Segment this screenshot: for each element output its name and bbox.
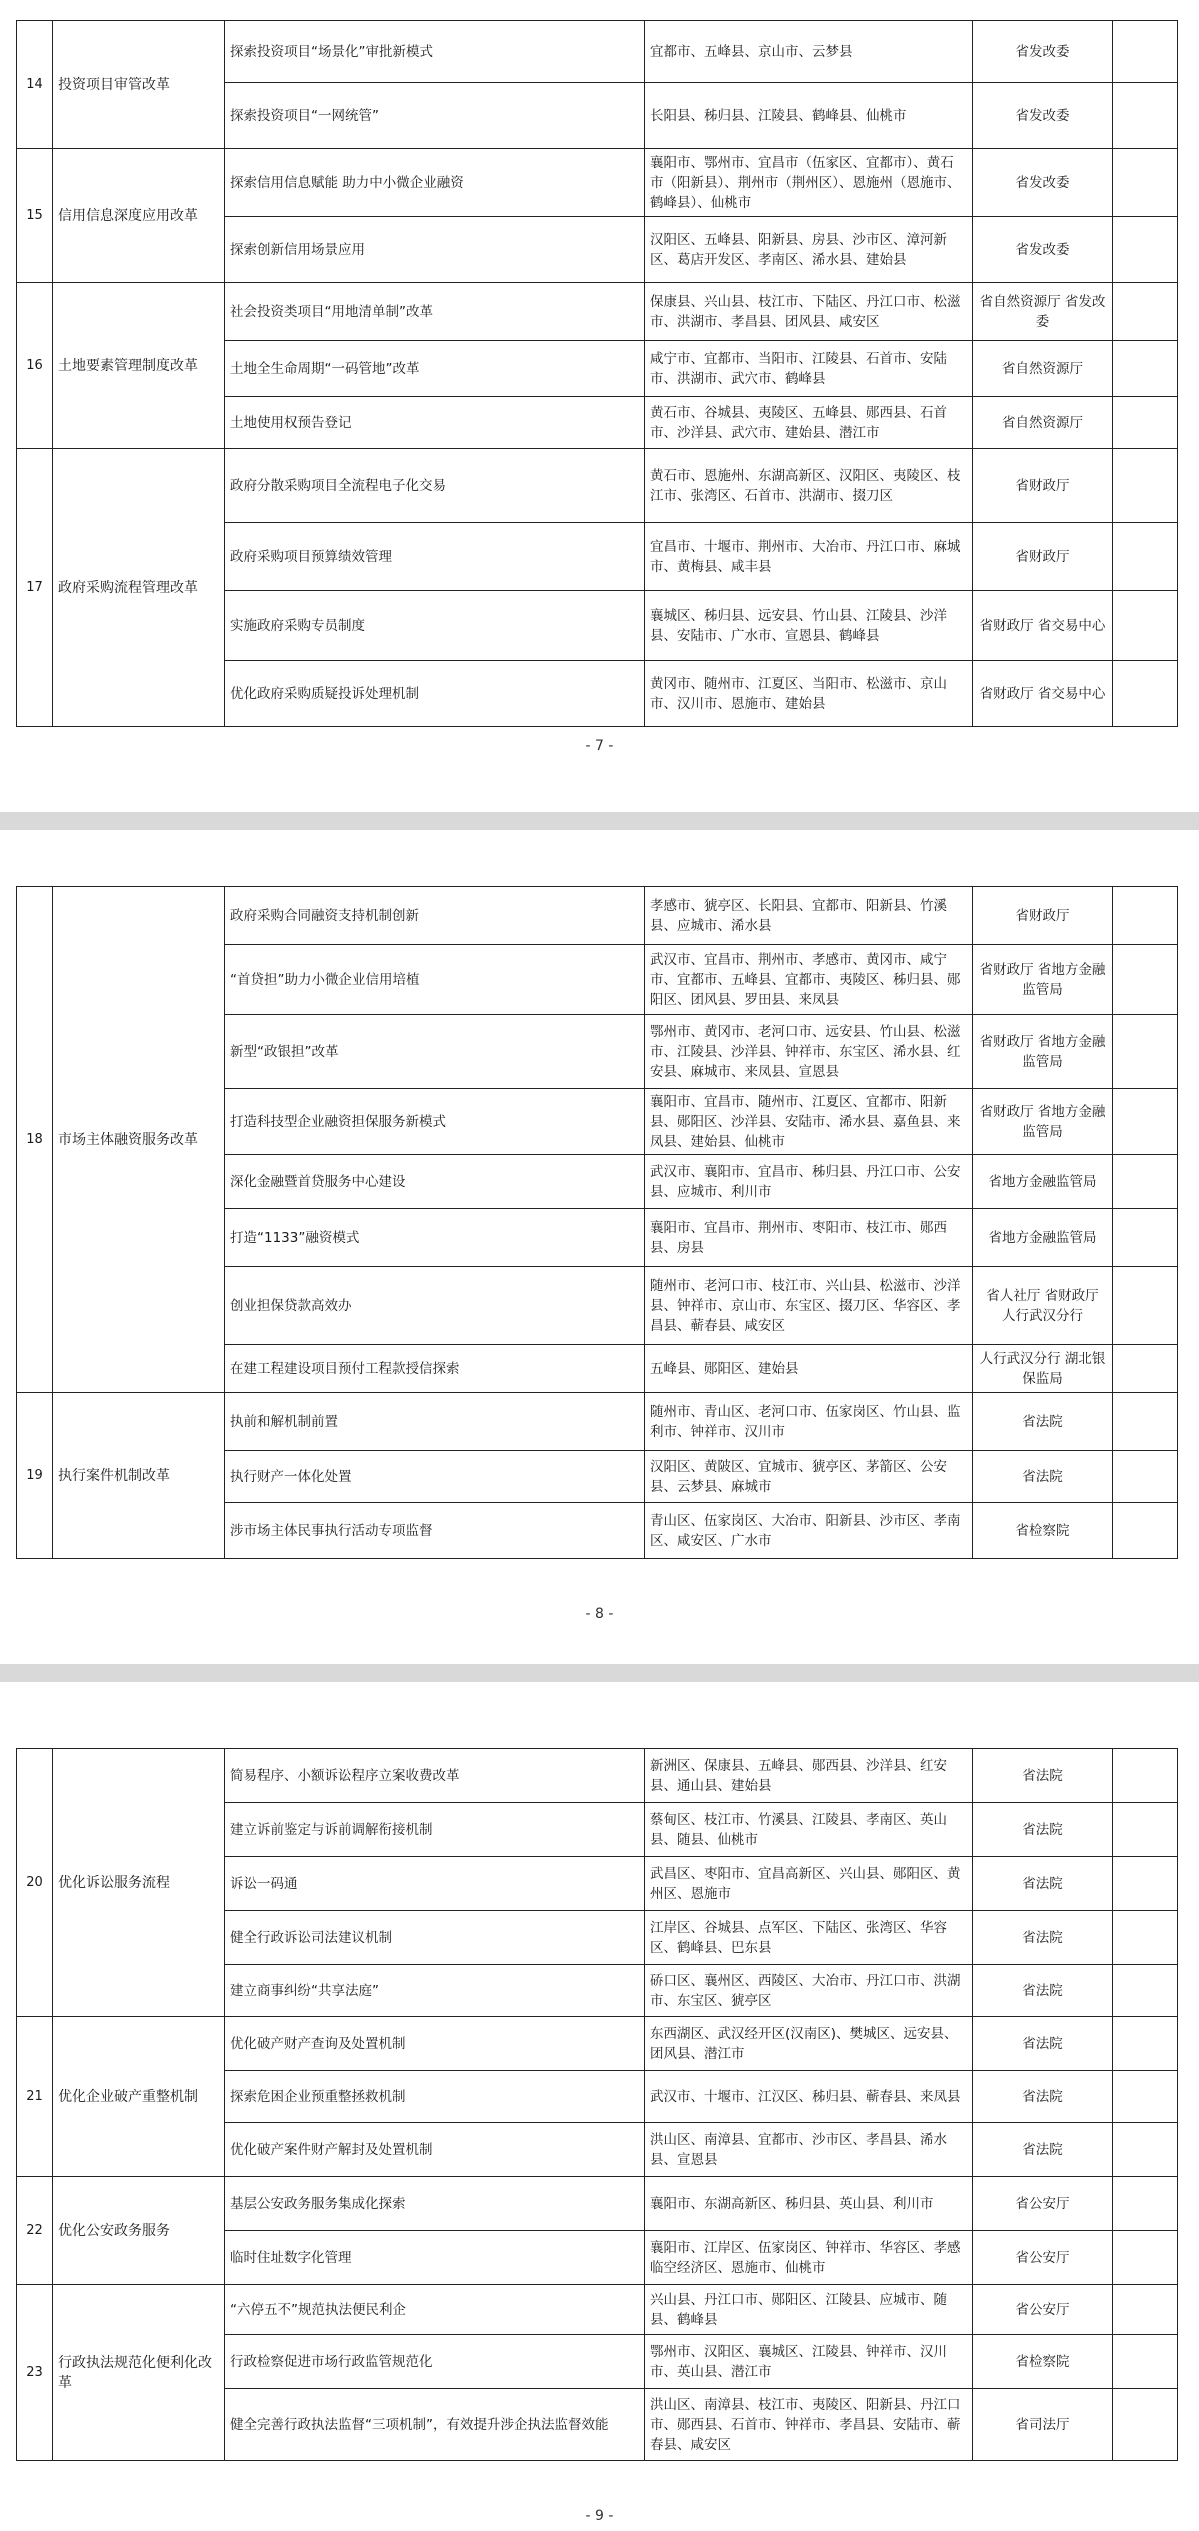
remarks-cell [1113, 1267, 1178, 1345]
reform-task: 在建工程建设项目预付工程款授信探索 [225, 1345, 645, 1393]
remarks-cell [1113, 1911, 1178, 1965]
lead-department: 省法院 [973, 2071, 1113, 2123]
reform-task: 探索危困企业预重整拯救机制 [225, 2071, 645, 2123]
remarks-cell [1113, 2123, 1178, 2177]
remarks-cell [1113, 1155, 1178, 1209]
lead-department: 省发改委 [973, 83, 1113, 149]
remarks-cell [1113, 1857, 1178, 1911]
pilot-areas: 武汉市、襄阳市、宜昌市、秭归县、丹江口市、公安县、应城市、利川市 [645, 1155, 973, 1209]
pilot-areas: 咸宁市、宜都市、当阳市、江陵县、石首市、安陆市、洪湖市、武穴市、鹤峰县 [645, 341, 973, 397]
table-row [17, 2285, 1178, 2335]
pilot-areas: 襄阳市、宜昌市、荆州市、枣阳市、枝江市、郧西县、房县 [645, 1209, 973, 1267]
lead-department: 省财政厅 [973, 523, 1113, 591]
remarks-cell [1113, 1089, 1178, 1155]
pilot-areas: 黄冈市、随州市、江夏区、当阳市、松滋市、京山市、汉川市、恩施市、建始县 [645, 661, 973, 727]
reform-task: 健全完善行政执法监督“三项机制”，有效提升涉企执法监督效能 [225, 2389, 645, 2461]
lead-department: 省法院 [973, 2123, 1113, 2177]
remarks-cell [1113, 1503, 1178, 1559]
reform-task: 简易程序、小额诉讼程序立案收费改革 [225, 1749, 645, 1803]
item-number: 17 [17, 449, 53, 727]
remarks-cell [1113, 83, 1178, 149]
pilot-areas: 武汉市、宜昌市、荆州市、孝感市、黄冈市、咸宁市、宜都市、五峰县、宜都市、夷陵区、秭归县、郧阳区、团风县、罗田县、来凤县 [645, 945, 973, 1015]
reform-name: 信用信息深度应用改革 [53, 149, 225, 283]
lead-department: 省法院 [973, 2017, 1113, 2071]
reform-table [16, 886, 1178, 1559]
remarks-cell [1113, 449, 1178, 523]
reform-task: 优化破产财产查询及处置机制 [225, 2017, 645, 2071]
reform-name: 土地要素管理制度改革 [53, 283, 225, 449]
item-number: 21 [17, 2017, 53, 2177]
remarks-cell [1113, 217, 1178, 283]
lead-department: 省法院 [973, 1393, 1113, 1451]
lead-department: 省法院 [973, 1451, 1113, 1503]
reform-name: 执行案件机制改革 [53, 1393, 225, 1559]
table-row [17, 2177, 1178, 2231]
pilot-areas: 蔡甸区、枝江市、竹溪县、江陵县、孝南区、英山县、随县、仙桃市 [645, 1803, 973, 1857]
remarks-cell [1113, 1803, 1178, 1857]
table-row [17, 1749, 1178, 1803]
reform-task: 打造“1133”融资模式 [225, 1209, 645, 1267]
reform-table [16, 20, 1178, 727]
reform-task: 优化政府采购质疑投诉处理机制 [225, 661, 645, 727]
item-number: 19 [17, 1393, 53, 1559]
pilot-areas: 五峰县、郧阳区、建始县 [645, 1345, 973, 1393]
pilot-areas: 宜都市、五峰县、京山市、云梦县 [645, 21, 973, 83]
page-gap [0, 812, 1199, 830]
reform-task: 健全行政诉讼司法建议机制 [225, 1911, 645, 1965]
pilot-areas: 洪山区、南漳县、枝江市、夷陵区、阳新县、丹江口市、郧西县、石首市、钟祥市、孝昌县、安陆市、蕲春县、咸安区 [645, 2389, 973, 2461]
pilot-areas: 汉阳区、黄陂区、宜城市、猇亭区、茅箭区、公安县、云梦县、麻城市 [645, 1451, 973, 1503]
remarks-cell [1113, 1015, 1178, 1089]
lead-department: 省财政厅 省交易中心 [973, 661, 1113, 727]
remarks-cell [1113, 1965, 1178, 2017]
table-row [17, 887, 1178, 945]
lead-department: 省自然资源厅 [973, 397, 1113, 449]
lead-department: 人行武汉分行 湖北银保监局 [973, 1345, 1113, 1393]
pilot-areas: 襄阳市、宜昌市、随州市、江夏区、宜都市、阳新县、郧阳区、沙洋县、安陆市、浠水县、嘉鱼县、来凤县、建始县、仙桃市 [645, 1089, 973, 1155]
pilot-areas: 宜昌市、十堰市、荆州市、大冶市、丹江口市、麻城市、黄梅县、咸丰县 [645, 523, 973, 591]
lead-department: 省财政厅 [973, 449, 1113, 523]
pilot-areas: 黄石市、恩施州、东湖高新区、汉阳区、夷陵区、枝江市、张湾区、石首市、洪湖市、掇刀区 [645, 449, 973, 523]
pilot-areas: 随州市、老河口市、枝江市、兴山县、松滋市、沙洋县、钟祥市、京山市、东宝区、掇刀区、华容区、孝昌县、蕲春县、咸安区 [645, 1267, 973, 1345]
remarks-cell [1113, 2285, 1178, 2335]
table-row [17, 283, 1178, 341]
lead-department: 省发改委 [973, 149, 1113, 217]
reform-task: 探索信用信息赋能 助力中小微企业融资 [225, 149, 645, 217]
pilot-areas: 长阳县、秭归县、江陵县、鹤峰县、仙桃市 [645, 83, 973, 149]
document-page-7 [0, 0, 1199, 812]
reform-task: 优化破产案件财产解封及处置机制 [225, 2123, 645, 2177]
reform-task: 建立商事纠纷“共享法庭” [225, 1965, 645, 2017]
remarks-cell [1113, 1451, 1178, 1503]
pilot-areas: 孝感市、猇亭区、长阳县、宜都市、阳新县、竹溪县、应城市、浠水县 [645, 887, 973, 945]
pilot-areas: 武汉市、十堰市、江汉区、秭归县、蕲春县、来凤县 [645, 2071, 973, 2123]
reform-task: 政府采购合同融资支持机制创新 [225, 887, 645, 945]
remarks-cell [1113, 661, 1178, 727]
item-number: 14 [17, 21, 53, 149]
reform-name: 优化企业破产重整机制 [53, 2017, 225, 2177]
reform-name: 投资项目审管改革 [53, 21, 225, 149]
remarks-cell [1113, 1209, 1178, 1267]
reform-name: 政府采购流程管理改革 [53, 449, 225, 727]
page-number: - 7 - [585, 738, 614, 754]
pilot-areas: 东西湖区、武汉经开区(汉南区)、樊城区、远安县、团风县、潜江市 [645, 2017, 973, 2071]
remarks-cell [1113, 1345, 1178, 1393]
item-number: 23 [17, 2285, 53, 2461]
lead-department: 省发改委 [973, 217, 1113, 283]
reform-name: 行政执法规范化便利化改革 [53, 2285, 225, 2461]
item-number: 16 [17, 283, 53, 449]
reform-task: 土地全生命周期“一码管地”改革 [225, 341, 645, 397]
lead-department: 省发改委 [973, 21, 1113, 83]
pilot-areas: 鄂州市、黄冈市、老河口市、远安县、竹山县、松滋市、江陵县、沙洋县、钟祥市、东宝区、浠水县、红安县、麻城市、来凤县、宣恩县 [645, 1015, 973, 1089]
table-row [17, 149, 1178, 217]
remarks-cell [1113, 341, 1178, 397]
remarks-cell [1113, 2177, 1178, 2231]
document-page-9 [0, 1682, 1199, 2531]
pilot-areas: 鄂州市、汉阳区、襄城区、江陵县、钟祥市、汉川市、英山县、潜江市 [645, 2335, 973, 2389]
pilot-areas: 江岸区、谷城县、点军区、下陆区、张湾区、华容区、鹤峰县、巴东县 [645, 1911, 973, 1965]
reform-task: 深化金融暨首贷服务中心建设 [225, 1155, 645, 1209]
lead-department: 省检察院 [973, 1503, 1113, 1559]
remarks-cell [1113, 21, 1178, 83]
lead-department: 省法院 [973, 1803, 1113, 1857]
reform-task: “六停五不”规范执法便民利企 [225, 2285, 645, 2335]
pilot-areas: 硚口区、襄州区、西陵区、大冶市、丹江口市、洪湖市、东宝区、猇亭区 [645, 1965, 973, 2017]
lead-department: 省人社厅 省财政厅 人行武汉分行 [973, 1267, 1113, 1345]
lead-department: 省财政厅 [973, 887, 1113, 945]
reform-task: 执行财产一体化处置 [225, 1451, 645, 1503]
reform-task: “首贷担”助力小微企业信用培植 [225, 945, 645, 1015]
reform-task: 探索创新信用场景应用 [225, 217, 645, 283]
reform-task: 新型“政银担”改革 [225, 1015, 645, 1089]
reform-task: 执前和解机制前置 [225, 1393, 645, 1451]
reform-task: 基层公安政务服务集成化探索 [225, 2177, 645, 2231]
remarks-cell [1113, 2389, 1178, 2461]
reform-task: 诉讼一码通 [225, 1857, 645, 1911]
remarks-cell [1113, 887, 1178, 945]
lead-department: 省地方金融监管局 [973, 1155, 1113, 1209]
pilot-areas: 新洲区、保康县、五峰县、郧西县、沙洋县、红安县、通山县、建始县 [645, 1749, 973, 1803]
pilot-areas: 襄阳市、东湖高新区、秭归县、英山县、利川市 [645, 2177, 973, 2231]
document-page-8 [0, 830, 1199, 1664]
reform-table [16, 1748, 1178, 2461]
reform-task: 涉市场主体民事执行活动专项监督 [225, 1503, 645, 1559]
item-number: 22 [17, 2177, 53, 2285]
remarks-cell [1113, 591, 1178, 661]
page-number: - 8 - [585, 1606, 614, 1622]
reform-task: 建立诉前鉴定与诉前调解衔接机制 [225, 1803, 645, 1857]
remarks-cell [1113, 283, 1178, 341]
lead-department: 省法院 [973, 1911, 1113, 1965]
lead-department: 省法院 [973, 1749, 1113, 1803]
reform-task: 政府采购项目预算绩效管理 [225, 523, 645, 591]
lead-department: 省法院 [973, 1857, 1113, 1911]
item-number: 20 [17, 1749, 53, 2017]
remarks-cell [1113, 149, 1178, 217]
table-row [17, 1393, 1178, 1451]
pilot-areas: 随州市、青山区、老河口市、伍家岗区、竹山县、监利市、钟祥市、汉川市 [645, 1393, 973, 1451]
lead-department: 省检察院 [973, 2335, 1113, 2389]
reform-task: 探索投资项目“场景化”审批新模式 [225, 21, 645, 83]
reform-task: 土地使用权预告登记 [225, 397, 645, 449]
reform-task: 临时住址数字化管理 [225, 2231, 645, 2285]
reform-task: 实施政府采购专员制度 [225, 591, 645, 661]
remarks-cell [1113, 397, 1178, 449]
pilot-areas: 黄石市、谷城县、夷陵区、五峰县、郧西县、石首市、沙洋县、武穴市、建始县、潜江市 [645, 397, 973, 449]
pilot-areas: 襄阳市、江岸区、伍家岗区、钟祥市、华容区、孝感临空经济区、恩施市、仙桃市 [645, 2231, 973, 2285]
remarks-cell [1113, 2335, 1178, 2389]
lead-department: 省公安厅 [973, 2177, 1113, 2231]
lead-department: 省自然资源厅 [973, 341, 1113, 397]
lead-department: 省财政厅 省地方金融监管局 [973, 1015, 1113, 1089]
remarks-cell [1113, 2017, 1178, 2071]
reform-name: 市场主体融资服务改革 [53, 887, 225, 1393]
lead-department: 省司法厅 [973, 2389, 1113, 2461]
reform-task: 探索投资项目“一网统管” [225, 83, 645, 149]
reform-name: 优化公安政务服务 [53, 2177, 225, 2285]
table-row [17, 21, 1178, 83]
lead-department: 省法院 [973, 1965, 1113, 2017]
pilot-areas: 汉阳区、五峰县、阳新县、房县、沙市区、漳河新区、葛店开发区、孝南区、浠水县、建始县 [645, 217, 973, 283]
pilot-areas: 武昌区、枣阳市、宜昌高新区、兴山县、郧阳区、黄州区、恩施市 [645, 1857, 973, 1911]
pilot-areas: 保康县、兴山县、枝江市、下陆区、丹江口市、松滋市、洪湖市、孝昌县、团风县、咸安区 [645, 283, 973, 341]
lead-department: 省地方金融监管局 [973, 1209, 1113, 1267]
pilot-areas: 襄城区、秭归县、远安县、竹山县、江陵县、沙洋县、安陆市、广水市、宣恩县、鹤峰县 [645, 591, 973, 661]
remarks-cell [1113, 2071, 1178, 2123]
reform-task: 创业担保贷款高效办 [225, 1267, 645, 1345]
lead-department: 省公安厅 [973, 2231, 1113, 2285]
reform-task: 社会投资类项目“用地清单制”改革 [225, 283, 645, 341]
remarks-cell [1113, 2231, 1178, 2285]
pilot-areas: 兴山县、丹江口市、郧阳区、江陵县、应城市、随县、鹤峰县 [645, 2285, 973, 2335]
remarks-cell [1113, 1749, 1178, 1803]
page-gap [0, 1664, 1199, 1682]
lead-department: 省公安厅 [973, 2285, 1113, 2335]
lead-department: 省自然资源厅 省发改委 [973, 283, 1113, 341]
remarks-cell [1113, 523, 1178, 591]
lead-department: 省财政厅 省地方金融监管局 [973, 1089, 1113, 1155]
remarks-cell [1113, 1393, 1178, 1451]
remarks-cell [1113, 945, 1178, 1015]
lead-department: 省财政厅 省交易中心 [973, 591, 1113, 661]
reform-task: 政府分散采购项目全流程电子化交易 [225, 449, 645, 523]
table-row [17, 2017, 1178, 2071]
page-number: - 9 - [585, 2508, 614, 2524]
item-number: 18 [17, 887, 53, 1393]
lead-department: 省财政厅 省地方金融监管局 [973, 945, 1113, 1015]
table-row [17, 449, 1178, 523]
pilot-areas: 襄阳市、鄂州市、宜昌市（伍家区、宜都市）、黄石市（阳新县）、荆州市（荆州区）、恩施州（恩施市、鹤峰县）、仙桃市 [645, 149, 973, 217]
item-number: 15 [17, 149, 53, 283]
pilot-areas: 青山区、伍家岗区、大冶市、阳新县、沙市区、孝南区、咸安区、广水市 [645, 1503, 973, 1559]
reform-task: 行政检察促进市场行政监管规范化 [225, 2335, 645, 2389]
pilot-areas: 洪山区、南漳县、宜都市、沙市区、孝昌县、浠水县、宣恩县 [645, 2123, 973, 2177]
reform-name: 优化诉讼服务流程 [53, 1749, 225, 2017]
reform-task: 打造科技型企业融资担保服务新模式 [225, 1089, 645, 1155]
